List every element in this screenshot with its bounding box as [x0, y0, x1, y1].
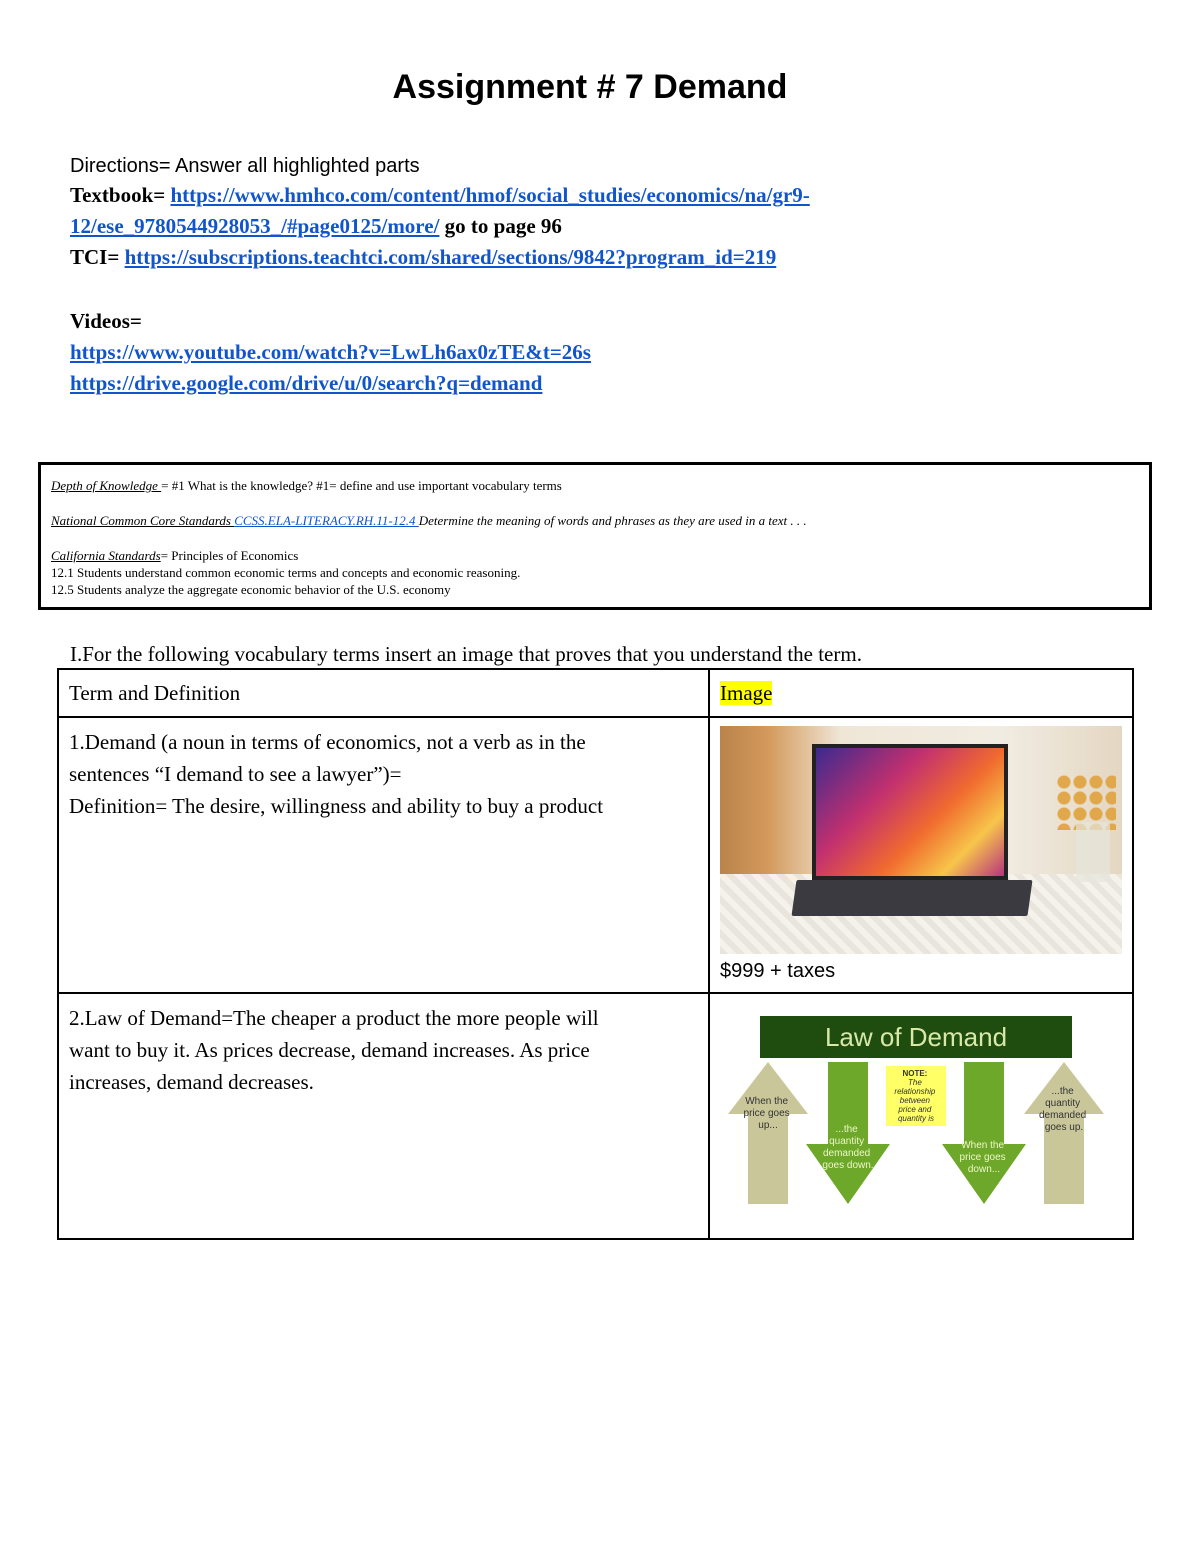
- header-image-label: Image: [720, 680, 773, 705]
- ca-label: California Standards: [51, 548, 161, 563]
- dok-line: [51, 477, 1139, 494]
- up-arrow-left: [728, 1062, 808, 1204]
- tci-link[interactable]: https://subscriptions.teachtci.com/shared/sections/9842?program_id=219: [124, 245, 777, 269]
- arrow1-line3: up...: [758, 1120, 778, 1131]
- ca-text: = Principles of Economics: [160, 548, 299, 563]
- term-demand-line1: 1.Demand (a noun in terms of economics, not a verb as in the: [69, 730, 586, 754]
- ccss-line: [51, 512, 1139, 529]
- term-lod-line3: increases, demand decreases.: [69, 1070, 314, 1094]
- arrow2-line2: quantity: [829, 1136, 865, 1147]
- note-line1: The: [907, 1078, 922, 1087]
- note-line2: relationship: [894, 1087, 936, 1096]
- videos-label: Videos=: [70, 309, 142, 333]
- note-line4: price and: [898, 1105, 932, 1114]
- arrow3-line1: When the: [961, 1140, 1005, 1151]
- video-link-youtube[interactable]: https://www.youtube.com/watch?v=LwLh6ax0zTE&t=26s: [70, 340, 591, 364]
- term-demand-definition: Definition= The desire, willingness and ability to buy a product: [69, 794, 604, 818]
- note-line3: between: [899, 1096, 931, 1105]
- header-block: [70, 153, 1130, 399]
- term-law-of-demand-cell: [58, 993, 709, 1239]
- textbook-link-part1[interactable]: https://www.hmhco.com/content/hmof/social_studies/economics/na/gr9-: [170, 183, 810, 207]
- header-image: [709, 669, 1133, 717]
- table-row: [58, 993, 1133, 1239]
- tci-label: TCI=: [70, 245, 125, 269]
- term-demand-cell: [58, 717, 709, 993]
- arrow3-line2: price goes: [959, 1152, 1006, 1163]
- textbook-line: [70, 180, 1130, 242]
- ca-item-12-1: 12.1 Students understand common economic terms and concepts and economic reasoning.: [51, 565, 521, 580]
- directions-text: Directions= Answer all highlighted parts: [70, 155, 420, 177]
- table-row: [58, 717, 1133, 993]
- term-lod-line1: 2.Law of Demand=The cheaper a product the more people will: [69, 1006, 599, 1030]
- ccss-label: National Common Core Standards: [51, 513, 235, 528]
- arrow1-line2: price goes: [743, 1108, 790, 1119]
- ccss-link[interactable]: CCSS.ELA-LITERACY.RH.11-12.4: [234, 513, 419, 528]
- lod-banner-text: Law of Demand: [824, 1022, 1008, 1052]
- page-title: Assignment # 7 Demand: [392, 68, 788, 106]
- dok-text: = #1 What is the knowledge? #1= define and use important vocabulary terms: [161, 478, 562, 493]
- arrow2-line4: goes down.: [822, 1160, 874, 1171]
- arrow4-line3: demanded: [1038, 1110, 1087, 1121]
- ca-item-12-5: 12.5 Students analyze the aggregate economic behavior of the U.S. economy: [51, 582, 451, 597]
- arrow1-line1: When the: [745, 1096, 789, 1107]
- image-demand-cell: [709, 717, 1133, 993]
- law-of-demand-graphic: [720, 1004, 1120, 1214]
- standards-box: [38, 462, 1152, 610]
- up-arrow-right: [1024, 1062, 1104, 1204]
- image-law-of-demand-cell: [709, 993, 1133, 1239]
- table-header-row: [58, 669, 1133, 717]
- video-link-drive[interactable]: https://drive.google.com/drive/u/0/search?q=demand: [70, 371, 543, 395]
- arrow2-line3: demanded: [822, 1148, 871, 1159]
- price-caption: $999 + taxes: [720, 960, 836, 982]
- note-title: NOTE:: [902, 1069, 928, 1078]
- term-demand-line2: sentences “I demand to see a lawyer”)=: [69, 762, 402, 786]
- vocabulary-table: [57, 668, 1134, 1240]
- textbook-label: Textbook=: [70, 183, 171, 207]
- note-line5: quantity is: [897, 1114, 935, 1123]
- textbook-page-note: go to page 96: [439, 214, 562, 238]
- ccss-text: Determine the meaning of words and phrases as they are used in a text . . .: [418, 513, 807, 528]
- videos-section: [70, 306, 1130, 399]
- arrow2-line1: ...the: [835, 1124, 858, 1135]
- laptop-photo: [720, 726, 1122, 954]
- down-arrow-right: [942, 1062, 1026, 1204]
- tci-line: [70, 242, 1130, 273]
- term-lod-line2: want to buy it. As prices decrease, demand increases. As price: [69, 1038, 590, 1062]
- textbook-link-part2[interactable]: 12/ese_9780544928053_/#page0125/more/: [70, 214, 440, 238]
- instructions-text: I.For the following vocabulary terms insert an image that proves that you understand the term.: [70, 642, 862, 666]
- dok-label: Depth of Knowledge: [51, 478, 162, 493]
- ca-line: [51, 547, 1139, 564]
- arrow4-line1: ...the: [1051, 1086, 1074, 1097]
- arrow4-line2: quantity: [1045, 1098, 1081, 1109]
- header-term: Term and Definition: [58, 669, 709, 717]
- arrow4-line4: goes up.: [1044, 1122, 1084, 1133]
- arrow3-line3: down...: [967, 1164, 1001, 1175]
